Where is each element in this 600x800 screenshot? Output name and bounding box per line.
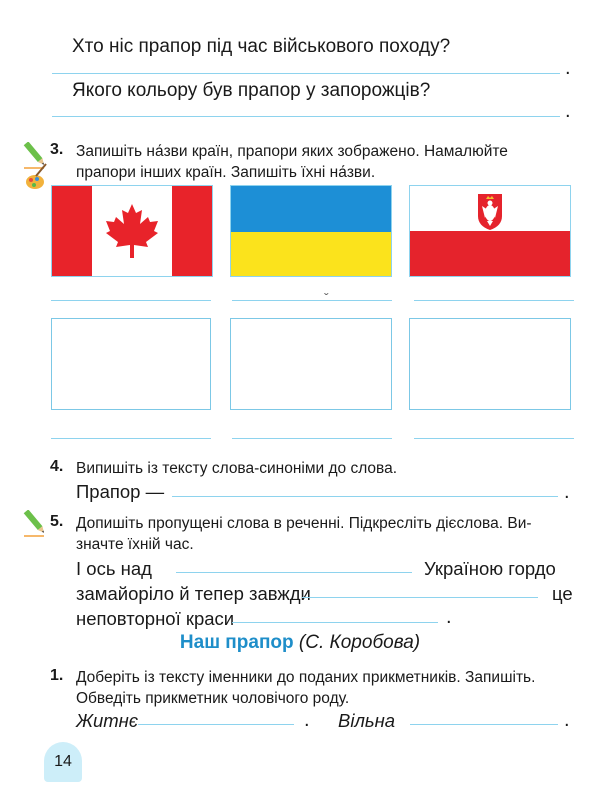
period: . (564, 709, 570, 731)
draw-flag-box[interactable] (230, 318, 392, 410)
question-flag-bearer: Хто ніс прапор під час військового походу? (72, 36, 451, 57)
page-number: 14 (44, 742, 82, 782)
ukraine-flag (230, 185, 392, 277)
period: . (565, 100, 571, 122)
period: . (304, 709, 310, 731)
task-number: 1. (50, 667, 64, 684)
sentence-part: І ось над (76, 558, 152, 579)
answer-line[interactable] (138, 724, 294, 725)
task-number: 4. (50, 458, 64, 475)
answer-line[interactable] (232, 622, 438, 623)
sentence-part: замайоріло й тепер завжди (76, 583, 311, 604)
task1-instruction-line1: Доберіть із тексту іменники до поданих прикметників. Запишіть. (76, 669, 536, 686)
period: . (565, 57, 571, 79)
answer-line[interactable] (176, 572, 412, 573)
country-name-line[interactable] (51, 300, 211, 301)
poland-flag (409, 185, 571, 277)
maple-leaf-icon (106, 204, 158, 258)
question-flag-color: Якого кольору був прапор у запорожців? (72, 80, 431, 101)
task-number: 5. (50, 513, 64, 530)
country-name-line[interactable] (51, 438, 211, 439)
task1-instruction-line2: Обведіть прикметник чоловічого роду. (76, 690, 350, 707)
country-name-line[interactable] (414, 438, 574, 439)
task3-instruction-line1: Запишіть на́зви країн, прапори яких зображено. Намалюйте (76, 143, 508, 160)
answer-line[interactable] (52, 116, 560, 117)
country-name-line[interactable] (232, 300, 392, 301)
pencil-icon (22, 510, 48, 540)
section-author: (С. Коробова) (293, 632, 421, 653)
answer-line[interactable] (302, 597, 538, 598)
sentence-part: Україною гордо (424, 558, 556, 579)
sentence-part: неповторної краси (76, 608, 235, 629)
task3-instruction-line2: прапори інших країн. Запишіть їхні на́зви. (76, 164, 376, 181)
task5-instruction-line1: Допишіть пропущені слова в реченні. Підкресліть дієслова. Ви- (76, 515, 532, 532)
period: . (564, 481, 570, 503)
task4-prompt: Прапор — (76, 481, 165, 502)
section-title: Наш прапор (179, 632, 294, 653)
answer-line[interactable] (172, 496, 558, 497)
country-name-line[interactable] (232, 438, 392, 439)
period: . (446, 606, 452, 628)
draw-flag-box[interactable] (409, 318, 571, 410)
sentence-part: це (552, 583, 573, 604)
country-name-line[interactable] (414, 300, 574, 301)
canada-flag (51, 185, 213, 277)
adjective-word: Вільна (338, 710, 396, 731)
eagle-coat-of-arms-icon (478, 194, 502, 230)
adjective-word: Житнє (76, 710, 139, 731)
answer-line[interactable] (52, 73, 560, 74)
pencil-brush-icon (22, 142, 48, 194)
answer-line[interactable] (410, 724, 558, 725)
task-number: 3. (50, 141, 64, 158)
mark-icon: ˇ (324, 290, 329, 306)
draw-flag-box[interactable] (51, 318, 211, 410)
task5-instruction-line2: значте їхній час. (76, 536, 194, 553)
section-heading (0, 632, 600, 654)
task4-instruction: Випишіть із тексту слова-синоніми до слова. (76, 460, 398, 477)
